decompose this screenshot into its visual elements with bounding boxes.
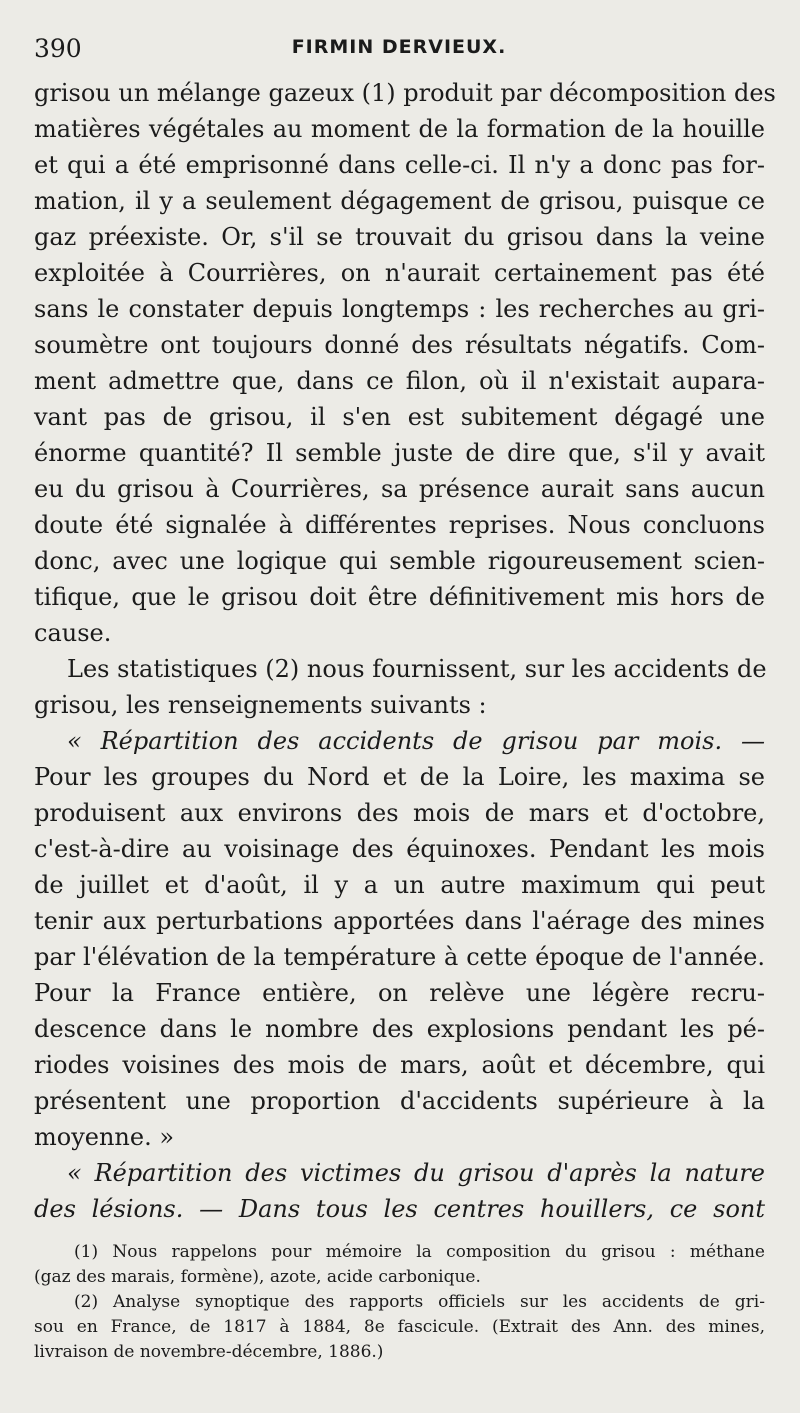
text-line: Les statistiques (2) nous fournissent, sur les accidents de	[67, 655, 767, 683]
page-header	[34, 30, 764, 70]
text-line: par l'élévation de la température à cette époque de l'année.	[34, 943, 765, 971]
section-heading-line: « Répartition des victimes du grisou d'après la nature	[67, 1159, 765, 1187]
text-line: riodes voisines des mois de mars, août et décembre, qui	[34, 1051, 765, 1079]
text-line: vant pas de grisou, il s'en est subitement dégagé une	[34, 403, 765, 431]
section-heading-line: « Répartition des accidents de grisou par mois. —	[67, 727, 765, 755]
text-line: soumètre ont toujours donné des résultats négatifs. Com-	[34, 331, 765, 359]
text-line: eu du grisou à Courrières, sa présence aurait sans aucun	[34, 475, 765, 503]
text-line: moyenne. »	[34, 1123, 175, 1151]
footnote-line: livraison de novembre-décembre, 1886.)	[34, 1342, 384, 1362]
text-line: présentent une proportion d'accidents supérieure à la	[34, 1087, 765, 1115]
text-line: grisou un mélange gazeux (1) produit par décomposition des	[34, 79, 776, 107]
text-line: descence dans le nombre des explosions pendant les pé-	[34, 1015, 765, 1043]
text-line: mation, il y a seulement dégagement de grisou, puisque ce	[34, 187, 765, 215]
text-line: doute été signalée à différentes reprises. Nous concluons	[34, 511, 765, 539]
text-line: Pour les groupes du Nord et de la Loire, les maxima se	[34, 763, 765, 791]
text-line: tifique, que le grisou doit être définitivement mis hors de	[34, 583, 765, 611]
text-line: tenir aux perturbations apportées dans l'aérage des mines	[34, 907, 765, 935]
footnote-line: (1) Nous rappelons pour mémoire la composition du grisou : méthane	[74, 1242, 765, 1262]
text-line: donc, avec une logique qui semble rigoureusement scien-	[34, 547, 765, 575]
footnote-line: (gaz des marais, formène), azote, acide carbonique.	[34, 1267, 481, 1287]
text-line: c'est-à-dire au voisinage des équinoxes. Pendant les mois	[34, 835, 765, 863]
text-line: cause.	[34, 619, 112, 647]
text-line: matières végétales au moment de la formation de la houille	[34, 115, 765, 143]
footnotes	[34, 1240, 765, 1365]
text-line: énorme quantité? Il semble juste de dire que, s'il y avait	[34, 439, 765, 467]
running-title: FIRMIN DERVIEUX.	[291, 36, 507, 58]
text-line: exploitée à Courrières, on n'aurait certainement pas été	[34, 259, 765, 287]
text-line: produisent aux environs des mois de mars et d'octobre,	[34, 799, 765, 827]
text-line: ment admettre que, dans ce filon, où il n'existait aupara-	[34, 367, 765, 395]
text-line: gaz préexiste. Or, s'il se trouvait du grisou dans la veine	[34, 223, 765, 251]
text-line: et qui a été emprisonné dans celle-ci. Il n'y a donc pas for-	[34, 151, 765, 179]
text-line: Pour la France entière, on relève une légère recru-	[34, 979, 765, 1007]
page-number: 390	[34, 34, 82, 63]
text-line: des lésions. — Dans tous les centres houillers, ce sont	[34, 1195, 765, 1223]
footnote-line: sou en France, de 1817 à 1884, 8e fascicule. (Extrait des Ann. des mines,	[34, 1317, 765, 1337]
text-line: grisou, les renseignements suivants :	[34, 691, 487, 719]
body-text	[34, 75, 776, 1227]
footnote-line: (2) Analyse synoptique des rapports officiels sur les accidents de gri-	[74, 1292, 765, 1312]
text-line: sans le constater depuis longtemps : les recherches au gri-	[34, 295, 765, 323]
text-line: de juillet et d'août, il y a un autre maximum qui peut	[34, 871, 765, 899]
